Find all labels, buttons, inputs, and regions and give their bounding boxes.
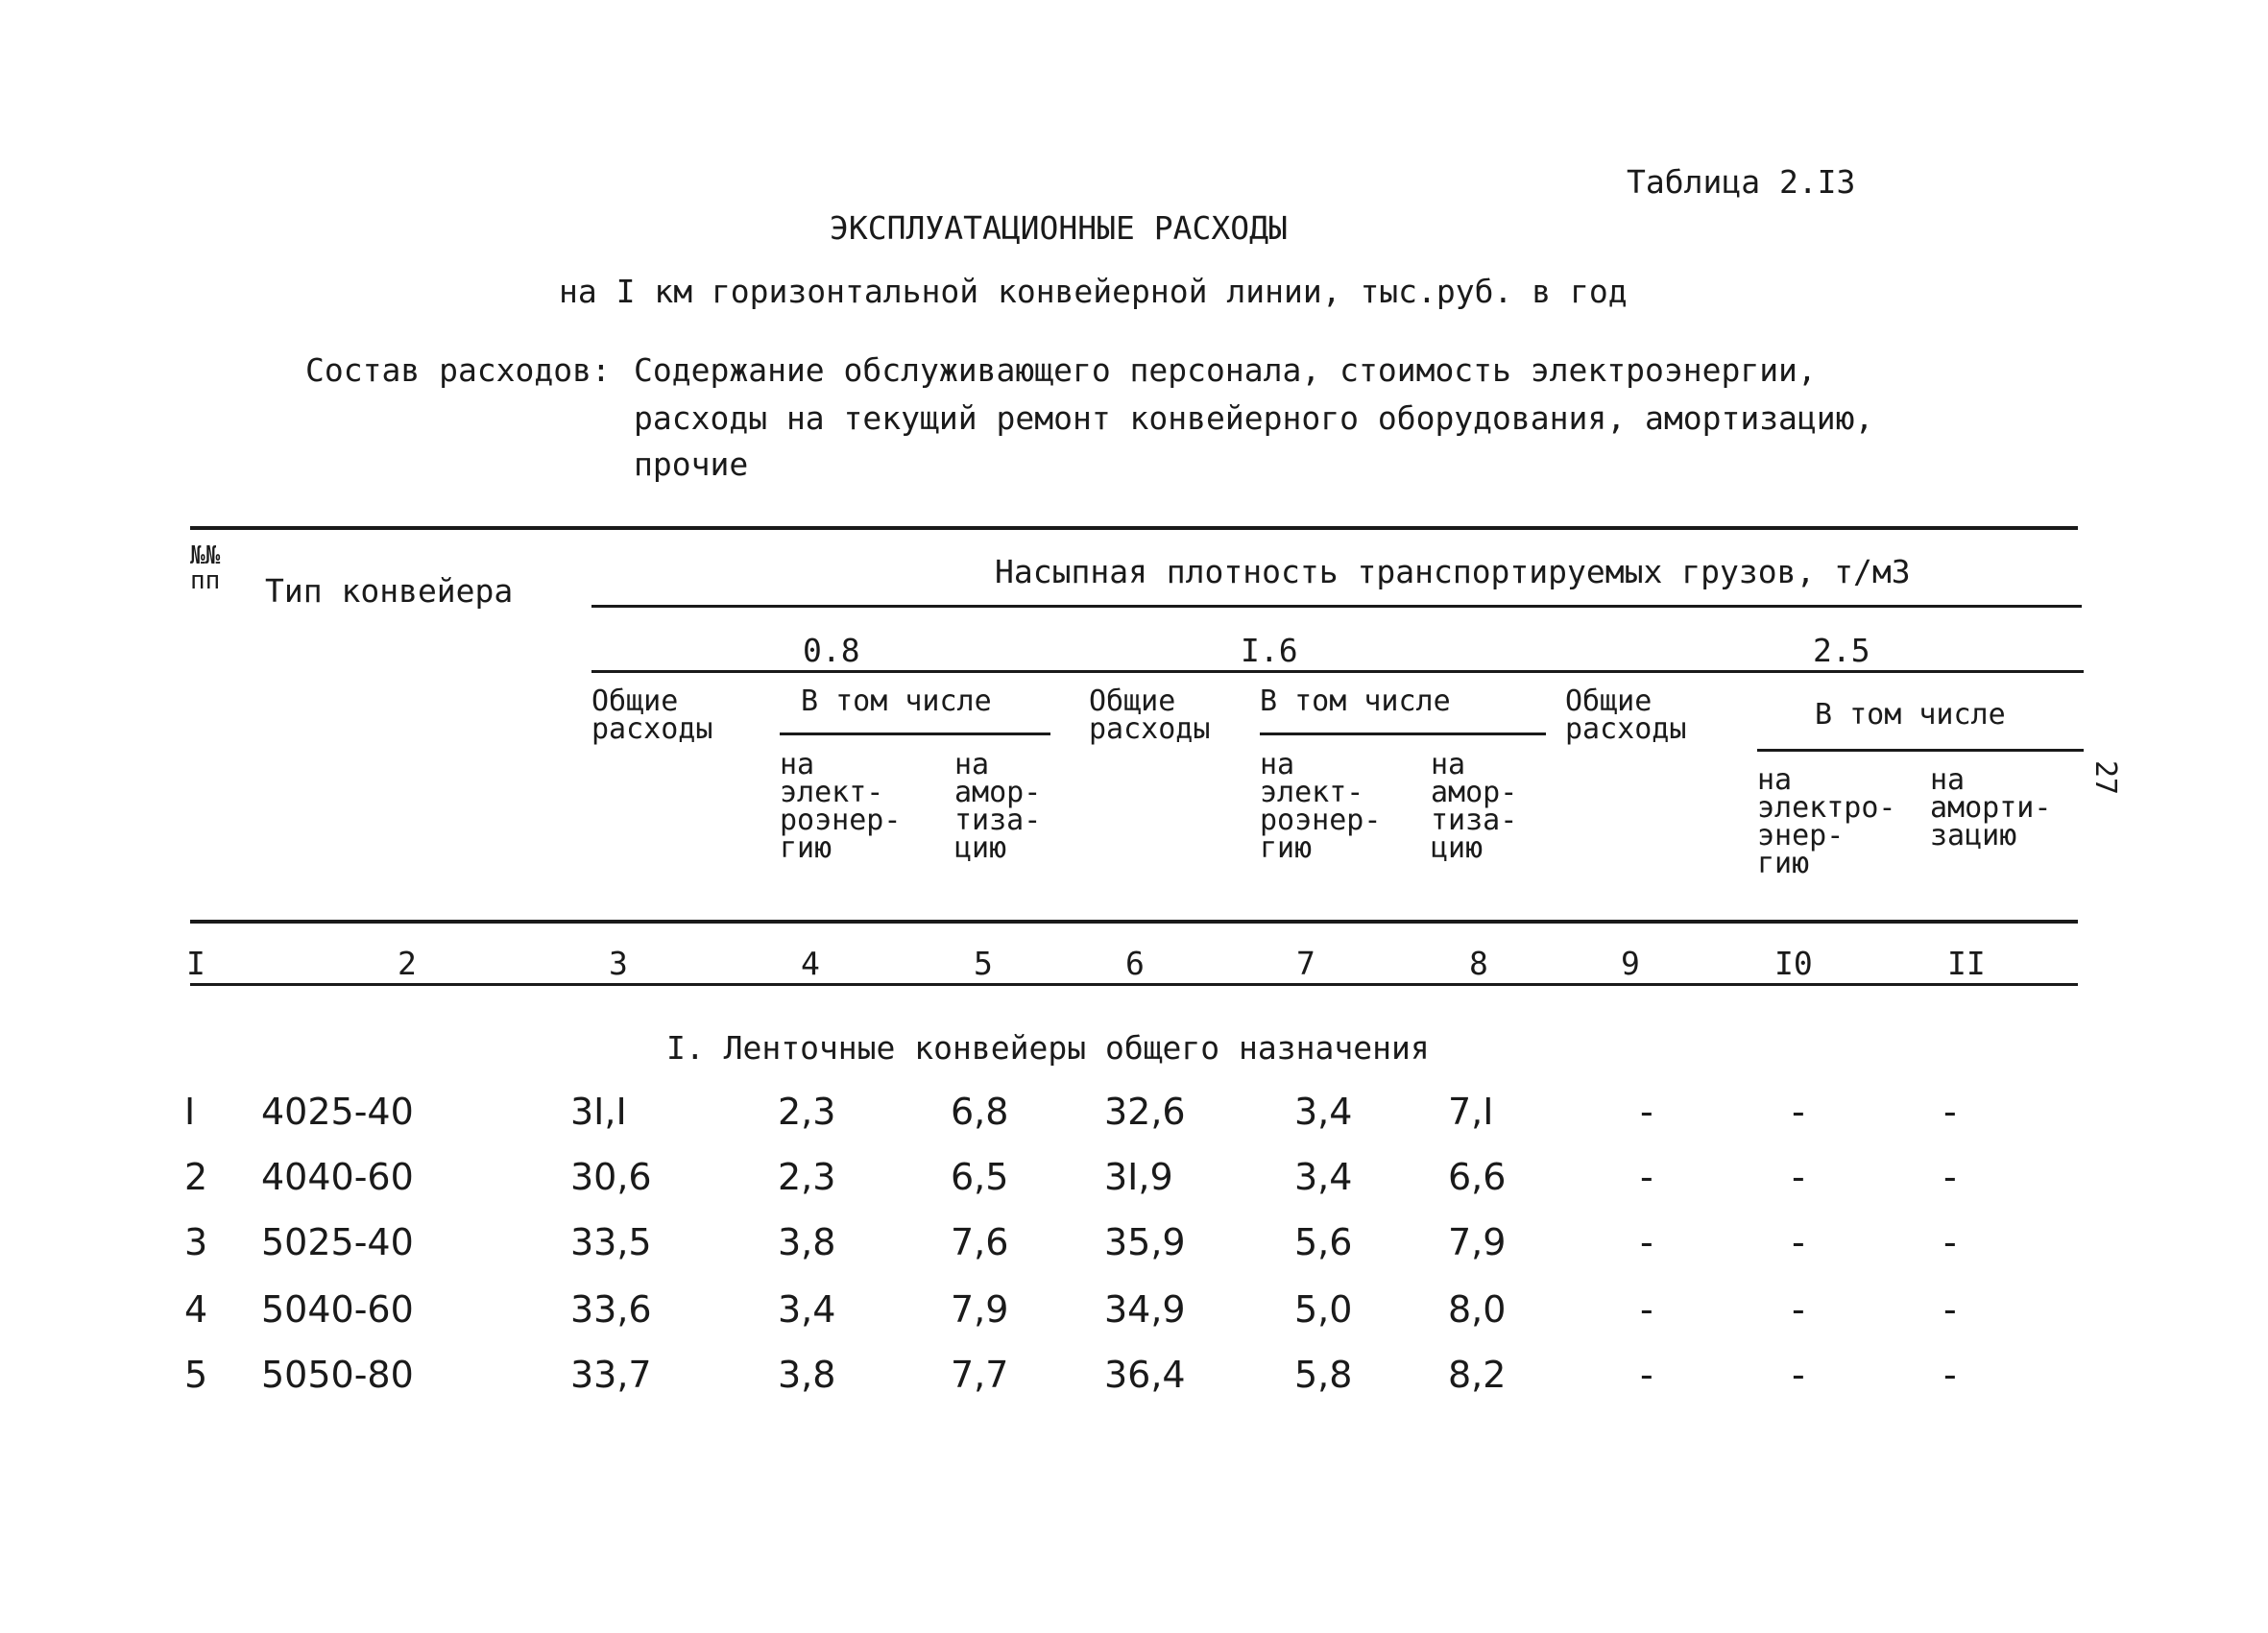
table-cell: - — [1792, 1091, 1805, 1133]
column-number: 7 — [1296, 945, 1315, 982]
table-cell: - — [1640, 1091, 1653, 1133]
header-electro: на элект- роэнер- гию — [1260, 748, 1382, 865]
header-total: Общие расходы — [1089, 684, 1211, 746]
table-cell: - — [1640, 1288, 1653, 1331]
header-incl: В том числе — [1260, 684, 1451, 718]
table-cell: 4 — [184, 1288, 208, 1331]
density-values-rule — [591, 670, 2084, 673]
column-number: 2 — [398, 945, 417, 982]
table-cell: 2 — [184, 1156, 208, 1198]
table-cell: - — [1943, 1288, 1957, 1331]
table-cell: 5025-40 — [261, 1221, 414, 1263]
table-cell: 3,8 — [778, 1221, 836, 1263]
table-cell: - — [1943, 1221, 1957, 1263]
table-cell: 34,9 — [1104, 1288, 1186, 1331]
column-number: 8 — [1469, 945, 1488, 982]
table-cell: 33,5 — [570, 1221, 652, 1263]
composition-line: расходы на текущий ремонт конвейерного оборудования, амортизацию, — [634, 399, 1874, 437]
table-cell: 5050-80 — [261, 1354, 414, 1396]
composition-line: Содержание обслуживающего персонала, стоимость электроэнергии, — [634, 351, 1817, 389]
table-cell: 7,9 — [951, 1288, 1009, 1331]
table-cell: 3,8 — [778, 1354, 836, 1396]
table-cell: 6,8 — [951, 1091, 1009, 1133]
header-type-col: Тип конвейера — [265, 572, 514, 610]
column-number: I0 — [1774, 945, 1813, 982]
incl-rule-3 — [1757, 749, 2084, 752]
section-title: I. Ленточные конвейеры общего назначения — [666, 1029, 1430, 1067]
column-number: I — [186, 945, 205, 982]
table-cell: - — [1792, 1288, 1805, 1331]
header-electro: на электро- энер- гию — [1757, 763, 1896, 880]
header-amort: на амор- тиза- цию — [954, 748, 1042, 865]
incl-rule-2 — [1260, 732, 1546, 735]
table-cell: - — [1943, 1091, 1957, 1133]
document-title: ЭКСПЛУАТАЦИОННЫЕ РАСХОДЫ — [830, 209, 1288, 247]
table-cell: 6,6 — [1448, 1156, 1507, 1198]
table-cell: 8,0 — [1448, 1288, 1507, 1331]
header-amort: на аморти- зацию — [1930, 763, 2052, 853]
header-incl: В том числе — [1815, 698, 2006, 732]
table-cell: - — [1792, 1156, 1805, 1198]
column-number: 5 — [974, 945, 993, 982]
incl-rule-1 — [780, 732, 1050, 735]
table-cell: 3,4 — [778, 1288, 836, 1331]
table-cell: 5 — [184, 1354, 208, 1396]
header-bottom-rule — [190, 920, 2078, 924]
document-subtitle: на I км горизонтальной конвейерной линии, тыс.руб. в год — [559, 273, 1628, 310]
header-total: Общие расходы — [591, 684, 713, 746]
table-cell: 7,6 — [951, 1221, 1009, 1263]
table-label: Таблица 2.I3 — [1627, 163, 1856, 201]
density-value: 0.8 — [803, 632, 860, 669]
density-value: 2.5 — [1813, 632, 1870, 669]
table-cell: 35,9 — [1104, 1221, 1186, 1263]
table-cell: 2,3 — [778, 1091, 836, 1133]
column-number: 9 — [1621, 945, 1640, 982]
table-cell: 7,I — [1448, 1091, 1494, 1133]
table-cell: - — [1943, 1156, 1957, 1198]
column-number: 3 — [609, 945, 628, 982]
table-cell: - — [1640, 1221, 1653, 1263]
table-cell: 32,6 — [1104, 1091, 1186, 1133]
table-cell: - — [1792, 1354, 1805, 1396]
table-cell: 7,9 — [1448, 1221, 1507, 1263]
table-cell: 3I,9 — [1104, 1156, 1173, 1198]
table-cell: 5,0 — [1294, 1288, 1353, 1331]
table-cell: 33,7 — [570, 1354, 652, 1396]
header-total: Общие расходы — [1565, 684, 1687, 746]
table-cell: 3I,I — [570, 1091, 627, 1133]
table-cell: 3,4 — [1294, 1156, 1353, 1198]
table-cell: 30,6 — [570, 1156, 652, 1198]
density-rule — [591, 605, 2082, 608]
table-top-rule — [190, 526, 2078, 530]
header-electro: на элект- роэнер- гию — [780, 748, 902, 865]
table-cell: 5040-60 — [261, 1288, 414, 1331]
composition-line: прочие — [634, 445, 749, 483]
composition-label: Состав расходов: — [305, 351, 611, 389]
table-cell: 3 — [184, 1221, 208, 1263]
header-incl: В том числе — [801, 684, 992, 718]
column-number: 6 — [1125, 945, 1145, 982]
table-cell: - — [1640, 1156, 1653, 1198]
density-value: I.6 — [1241, 632, 1298, 669]
header-density-title: Насыпная плотность транспортируемых грузов, т/м3 — [995, 553, 1911, 590]
table-cell: 3,4 — [1294, 1091, 1353, 1133]
table-cell: 4025-40 — [261, 1091, 414, 1133]
table-cell: 4040-60 — [261, 1156, 414, 1198]
table-cell: 8,2 — [1448, 1354, 1507, 1396]
header-num-col: №№ пп — [190, 541, 221, 595]
table-cell: I — [184, 1091, 196, 1133]
header-amort: на амор- тиза- цию — [1431, 748, 1518, 865]
column-numbers-rule — [190, 983, 2078, 986]
table-cell: - — [1640, 1354, 1653, 1396]
page-mark: 27 — [2088, 760, 2122, 796]
table-cell: 5,8 — [1294, 1354, 1353, 1396]
column-number: 4 — [801, 945, 820, 982]
table-cell: 5,6 — [1294, 1221, 1353, 1263]
table-cell: 6,5 — [951, 1156, 1009, 1198]
column-number: II — [1947, 945, 1986, 982]
table-cell: 33,6 — [570, 1288, 652, 1331]
table-cell: 2,3 — [778, 1156, 836, 1198]
table-cell: 36,4 — [1104, 1354, 1186, 1396]
table-cell: 7,7 — [951, 1354, 1009, 1396]
table-cell: - — [1792, 1221, 1805, 1263]
table-cell: - — [1943, 1354, 1957, 1396]
